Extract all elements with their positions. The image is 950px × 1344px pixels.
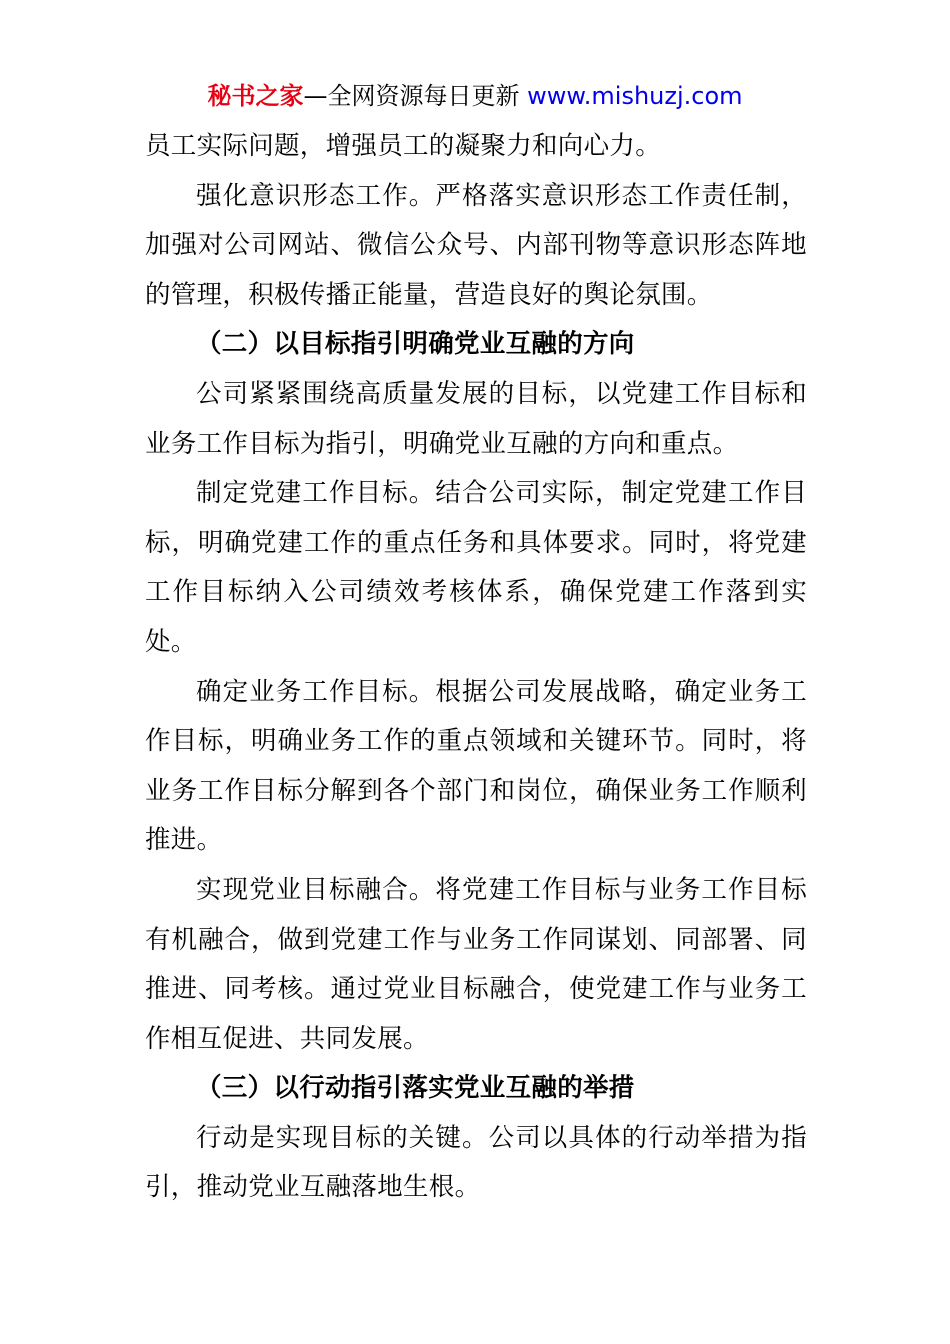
section-heading-3: （三）以行动指引落实党业互融的举措 — [196, 1073, 635, 1104]
document-body — [145, 122, 807, 1213]
site-header — [0, 80, 950, 112]
paragraph-continuation: 员工实际问题，增强员工的凝聚力和向心力。 — [145, 131, 662, 161]
site-url-link[interactable]: www.mishuzj.com — [527, 82, 743, 110]
site-brand: 秘书之家 — [207, 82, 304, 110]
paragraph-goal-fusion: 实现党业目标融合。将党建工作目标与业务工作目标有机融合，做到党建工作与业务工作同谋划、同部署、同推进、同考核。通过党业目标融合，使党建工作与业务工作相互促进、共同发展。 — [145, 874, 807, 1054]
paragraph-business-goals: 确定业务工作目标。根据公司发展战略，确定业务工作目标，明确业务工作的重点领域和关键环节。同时，将业务工作目标分解到各个部门和岗位，确保业务工作顺利推进。 — [145, 676, 807, 856]
paragraph-goal-intro: 公司紧紧围绕高质量发展的目标，以党建工作目标和业务工作目标为指引，明确党业互融的方向和重点。 — [145, 378, 807, 459]
paragraph-action-intro: 行动是实现目标的关键。公司以具体的行动举措为指引，推动党业互融落地生根。 — [145, 1122, 807, 1203]
paragraph-ideology-work: 强化意识形态工作。严格落实意识形态工作责任制，加强对公司网站、微信公众号、内部刊物等意识形态阵地的管理，积极传播正能量，营造良好的舆论氛围。 — [145, 180, 807, 310]
site-tagline: —全网资源每日更新 — [303, 82, 520, 110]
paragraph-party-goals: 制定党建工作目标。结合公司实际，制定党建工作目标，明确党建工作的重点任务和具体要求。同时，将党建工作目标纳入公司绩效考核体系，确保党建工作落到实处。 — [145, 478, 807, 657]
section-heading-2: （二）以目标指引明确党业互融的方向 — [196, 329, 635, 360]
